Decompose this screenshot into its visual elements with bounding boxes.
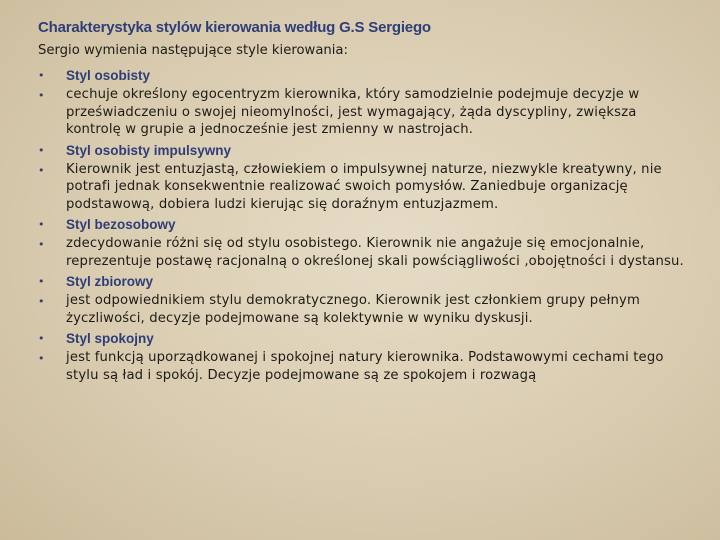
bullet-icon: • [38, 332, 45, 345]
list-item-description [38, 349, 688, 384]
style-description: cechuje określony egocentryzm kierownika, który samodzielnie podejmuje decyzje w przeświadczeniu o swojej nieomylności, jest wymagający, żąda dyscypliny, zwiększa kontrolę w grupie a jednocześnie jest zmienny w nastrojach. [66, 87, 640, 137]
style-description: zdecydowanie różni się od stylu osobistego. Kierownik nie angażuje się emocjonalnie, reprezentuje postawę racjonalną o określonej skali powściągliwości ,obojętności i dystansu. [66, 236, 684, 269]
style-heading: Styl spokojny [66, 331, 154, 346]
list-item-description [38, 161, 688, 214]
style-heading: Styl bezosobowy [66, 217, 176, 232]
style-heading: Styl osobisty [66, 68, 151, 83]
style-description: Kierownik jest entuzjastą, człowiekiem o impulsywnej naturze, niezwykle kreatywny, nie potrafi jednak konsekwentnie realizować swoich pomysłów. Zaniedbuje organizację podstawową, dobiera ludzi kierując się doraźnym entuzjazmem. [66, 161, 662, 212]
bullet-icon: • [38, 275, 45, 288]
bullet-icon: • [38, 218, 45, 231]
intro-text: Sergio wymienia następujące style kierowania: [38, 43, 348, 58]
style-heading: Styl osobisty impulsywny [66, 142, 232, 158]
list-item-heading [38, 215, 688, 235]
list-item-heading [38, 329, 688, 349]
style-description: jest funkcją uporządkowanej i spokojnej natury kierownika. Podstawowymi cechami tego stylu są ład i spokój. Decyzje podejmowane są ze spokojem i rozwagą [66, 350, 664, 383]
list-item-heading [38, 141, 688, 161]
style-description: jest odpowiednikiem stylu demokratycznego. Kierownik jest członkiem grupy pełnym życzliwości, decyzje podejmowane są kolektywnie w wyniku dyskusji. [66, 293, 640, 326]
styles-list [38, 66, 688, 386]
list-item-heading [38, 66, 688, 86]
slide-title: Charakterystyka stylów kierowania według G.S Sergiego [38, 19, 431, 36]
list-item-description [38, 235, 688, 270]
bullet-icon: • [38, 352, 45, 365]
bullet-icon: • [38, 143, 45, 157]
bullet-icon: • [38, 163, 45, 177]
list-item-heading [38, 272, 688, 292]
bullet-icon: • [38, 89, 45, 102]
list-item-description [38, 292, 688, 327]
list-item-description [38, 86, 688, 139]
bullet-icon: • [38, 69, 45, 82]
bullet-icon: • [38, 295, 45, 308]
style-heading: Styl zbiorowy [66, 274, 154, 289]
bullet-icon: • [38, 238, 45, 251]
